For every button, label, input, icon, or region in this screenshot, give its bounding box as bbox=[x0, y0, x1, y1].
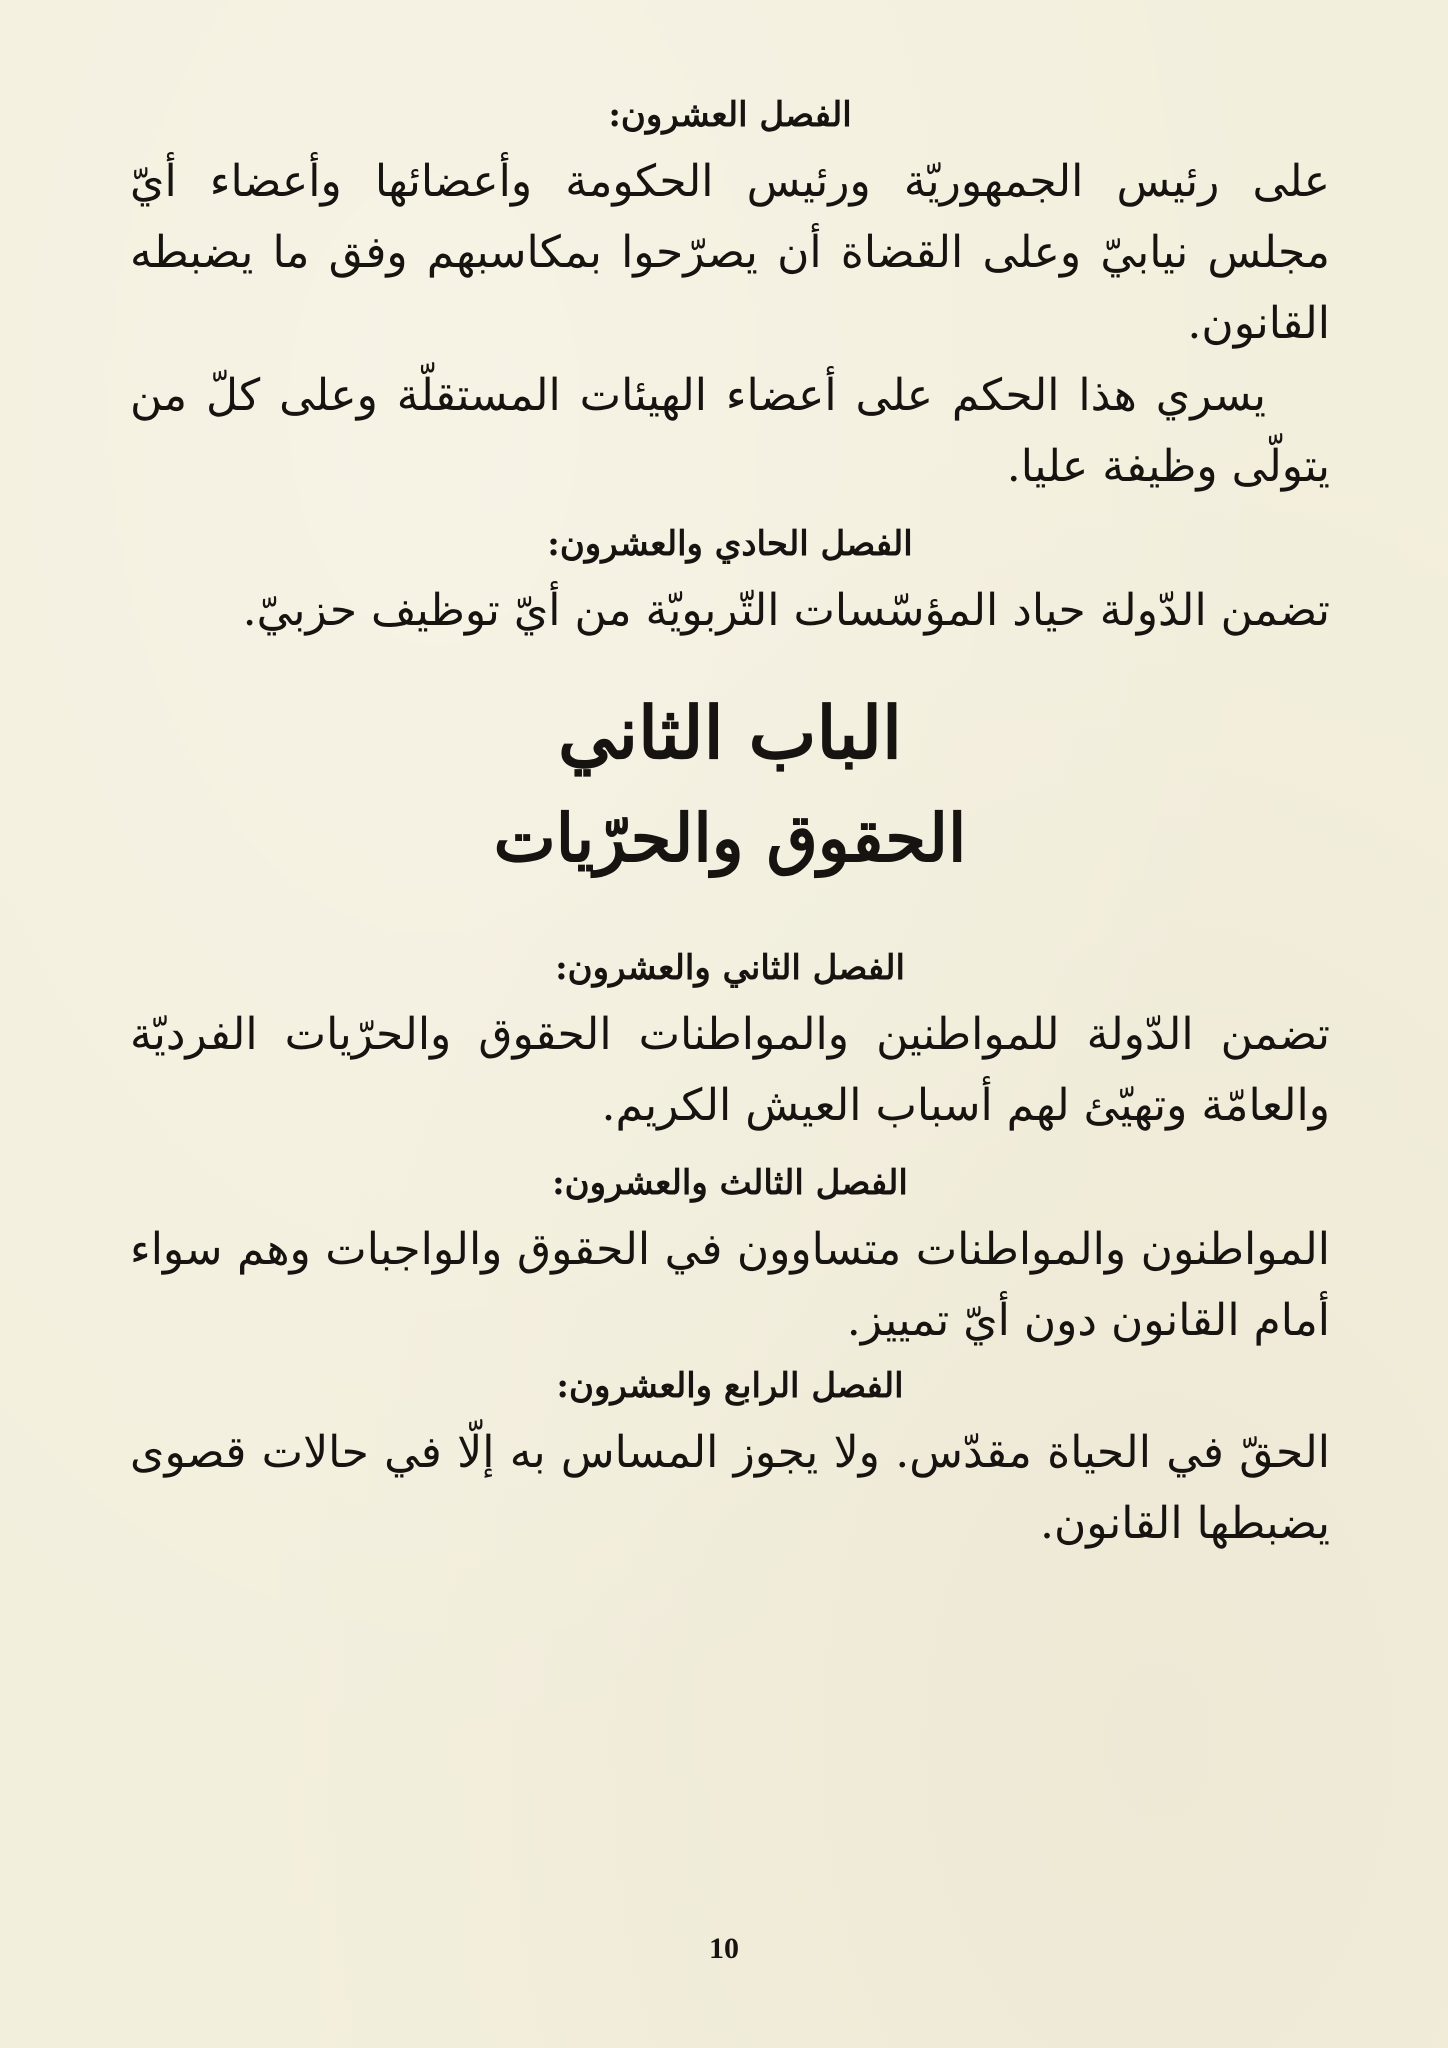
chapter-20-heading: الفصل العشرون: bbox=[608, 95, 852, 135]
chapter-24-heading: الفصل الرابع والعشرون: bbox=[556, 1366, 904, 1407]
page-content bbox=[130, 95, 1330, 1560]
chapter-20-paragraph-2: يسري هذا الحكم على أعضاء الهيئات المستقلّة وعلى كلّ من يتولّى وظيفة عليا. bbox=[130, 369, 1330, 492]
chapter-22-paragraph: تضمن الدّولة للمواطنين والمواطنات الحقوق والحرّيات الفرديّة والعامّة وتهيّئ لهم أسباب العيش الكريم. bbox=[130, 1008, 1330, 1131]
chapter-20-paragraph-1: على رئيس الجمهوريّة ورئيس الحكومة وأعضائها وأعضاء أيّ مجلس نيابيّ وعلى القضاة أن يصرّحوا بمكاسبهم وفق ما يضبطه القانون. bbox=[130, 155, 1330, 350]
part-subtitle: الحقوق والحرّيات bbox=[493, 798, 967, 877]
page-number: 10 bbox=[709, 1932, 739, 1965]
chapter-21-heading: الفصل الحادي والعشرون: bbox=[547, 524, 913, 565]
chapter-22-heading: الفصل الثاني والعشرون: bbox=[555, 947, 905, 988]
chapter-23-heading: الفصل الثالث والعشرون: bbox=[552, 1163, 908, 1204]
chapter-24-paragraph: الحقّ في الحياة مقدّس. ولا يجوز المساس به إلّا في حالات قصوى يضبطها القانون. bbox=[130, 1427, 1330, 1550]
part-title: الباب الثاني bbox=[557, 690, 903, 776]
chapter-21-paragraph: تضمن الدّولة حياد المؤسّسات التّربويّة من أيّ توظيف حزبيّ. bbox=[242, 584, 1330, 636]
chapter-23-paragraph: المواطنون والمواطنات متساوون في الحقوق والواجبات وهم سواء أمام القانون دون أيّ تمييز. bbox=[130, 1223, 1330, 1347]
